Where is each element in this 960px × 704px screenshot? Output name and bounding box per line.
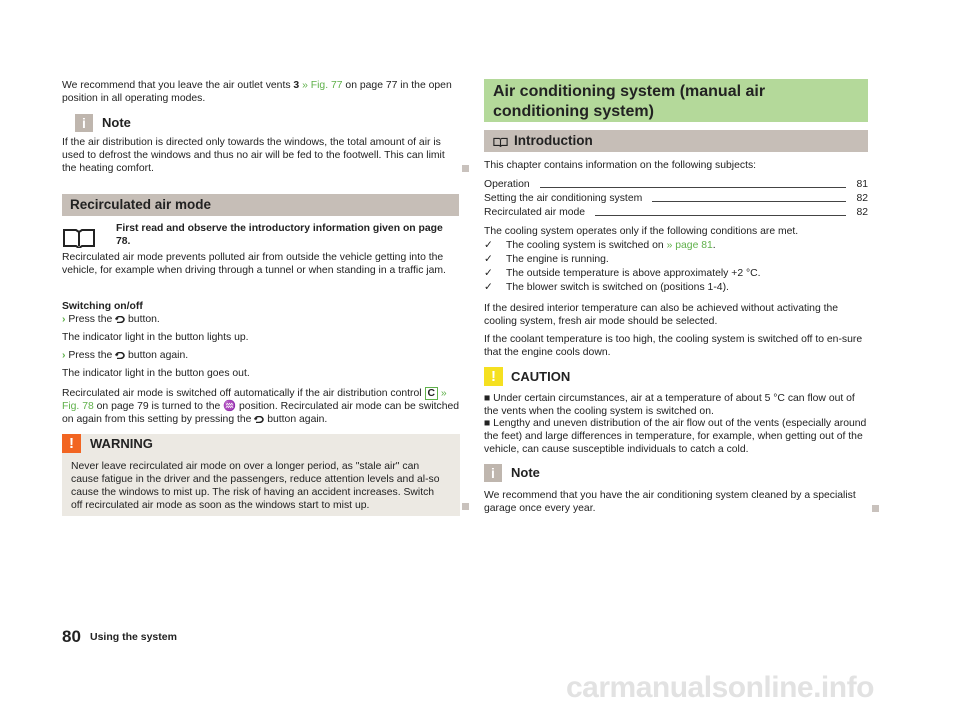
control-key-c: C	[425, 387, 439, 400]
text: position. Recirculated air mode can be switched on again from this setting by pressing the	[62, 401, 460, 425]
text: The cooling system is switched on	[506, 240, 667, 251]
check-icon: ✓	[484, 268, 493, 279]
toc-item[interactable]	[484, 178, 868, 191]
condition-item	[484, 253, 868, 267]
text: button again.	[125, 350, 189, 361]
leader-line	[652, 201, 846, 202]
condition-item	[484, 281, 868, 295]
footer-section: Using the system	[90, 631, 177, 643]
text: We recommend that you leave the air outlet vents	[62, 80, 294, 91]
section-end-marker	[462, 503, 469, 510]
windscreen-icon: ♒	[223, 401, 237, 412]
caution-bullet: ■ Under certain circumstances, air at a temperature of about 5 °C can flow out of the vents when the cooling system is switched on.	[484, 393, 855, 417]
chapter-title: Air conditioning system (manual air conditioning system)	[484, 79, 868, 122]
recirculation-icon	[115, 316, 125, 323]
caution-bullet: ■ Lengthy and uneven distribution of the air flow out of the vents (especially around the feet) and large differences in temperature, for example, when getting out of the vehicle, can cause susceptible individuals to catch a cold.	[484, 418, 867, 455]
leader-line	[540, 187, 847, 188]
recirculation-icon	[254, 416, 264, 423]
note-title: Note	[511, 465, 540, 480]
caution-title: CAUTION	[511, 369, 571, 384]
warning-text: Never leave recirculated air mode on over a longer period, as "stale air" can cause fatigue in the driver and the passengers, reduce attention levels and al-so cause the windows to mist up. The risk of having an accident increases. Switch off recirculated air mode as soon as the windows start to mist up.	[71, 461, 440, 511]
vent-number: 3	[293, 80, 300, 91]
toc-list	[484, 178, 868, 219]
note-text: We recommend that you have the air conditioning system cleaned by a specialist garage once every year.	[484, 490, 856, 514]
step-2	[62, 349, 460, 362]
book-icon	[493, 136, 508, 147]
text: on page 79 is turned to the	[93, 401, 224, 412]
text: The engine is running.	[506, 254, 609, 265]
book-icon	[62, 226, 96, 248]
warning-box	[62, 434, 460, 516]
info-icon: i	[484, 464, 502, 482]
toc-intro: This chapter contains information on the following subjects:	[484, 160, 757, 171]
section-header-recirculated: Recirculated air mode	[62, 194, 459, 216]
step-arrow-icon: ›	[62, 314, 66, 325]
note-title: Note	[102, 115, 131, 130]
toc-page: 82	[856, 207, 868, 218]
introduction-title: Introduction	[514, 133, 593, 148]
recirculation-icon	[115, 352, 125, 359]
intro-paragraph	[62, 79, 460, 105]
watermark: carmanualsonline.info	[566, 671, 874, 704]
toc-label: Recirculated air mode	[484, 207, 586, 218]
introduction-header	[484, 130, 868, 152]
text: Press the	[68, 350, 116, 361]
condition-item	[484, 267, 868, 281]
text: Press the	[68, 314, 116, 325]
conditions-list	[484, 239, 868, 295]
note-text: If the air distribution is directed only towards the windows, the total amount of air is used to defrost the windows and thus no air will be fed to the footwell. This can limit the heating comfort.	[62, 137, 445, 174]
toc-item[interactable]	[484, 192, 868, 205]
section-end-marker	[872, 505, 879, 512]
page-number: 80	[62, 627, 81, 646]
toc-label: Operation	[484, 179, 530, 190]
info-icon: i	[75, 114, 93, 132]
toc-label: Setting the air conditioning system	[484, 193, 643, 204]
section-end-marker	[462, 165, 469, 172]
check-icon: ✓	[484, 254, 493, 265]
step-1	[62, 313, 460, 326]
text: .	[712, 240, 716, 251]
toc-page: 81	[856, 179, 868, 190]
coolant-paragraph: If the coolant temperature is too high, the cooling system is switched off to en-sure that the engine cools down.	[484, 334, 863, 358]
caution-icon: !	[484, 367, 503, 386]
warning-title: WARNING	[90, 436, 153, 451]
text: The blower switch is switched on (positions 1-4).	[506, 282, 729, 293]
toc-item[interactable]	[484, 206, 868, 219]
text: button.	[125, 314, 160, 325]
condition-item	[484, 239, 868, 253]
conditions-intro: The cooling system operates only if the following conditions are met.	[484, 226, 799, 237]
fig-link[interactable]: » Fig. 78	[62, 388, 447, 412]
text: on page 77 in the open position in all operating modes.	[62, 80, 452, 104]
leader-line	[595, 215, 846, 216]
text: button again.	[264, 414, 328, 425]
step-arrow-icon: ›	[62, 350, 66, 361]
text: Recirculated air mode is switched off automatically if the air distribution control	[62, 388, 425, 399]
fresh-air-paragraph: If the desired interior temperature can also be achieved without activating the cooling system, fresh air mode should be selected.	[484, 303, 839, 327]
step-2-result: The indicator light in the button goes out.	[62, 368, 250, 379]
fig-link[interactable]: » Fig. 77	[302, 80, 343, 91]
toc-page: 82	[856, 193, 868, 204]
switching-subtitle: Switching on/off	[62, 301, 143, 312]
warning-icon: !	[62, 434, 81, 453]
text: The outside temperature is above approximately +2 °C.	[506, 268, 761, 279]
recirc-description: Recirculated air mode prevents polluted air from outside the vehicle getting into the vehicle, for example when driving through a tunnel or when standing in a traffic jam.	[62, 252, 446, 276]
check-icon: ✓	[484, 282, 493, 293]
auto-off-paragraph	[62, 387, 460, 426]
step-1-result: The indicator light in the button lights up.	[62, 332, 249, 343]
page-link[interactable]: » page 81	[666, 240, 713, 251]
read-first-notice: First read and observe the introductory information given on page 78.	[116, 223, 443, 247]
check-icon: ✓	[484, 240, 493, 251]
